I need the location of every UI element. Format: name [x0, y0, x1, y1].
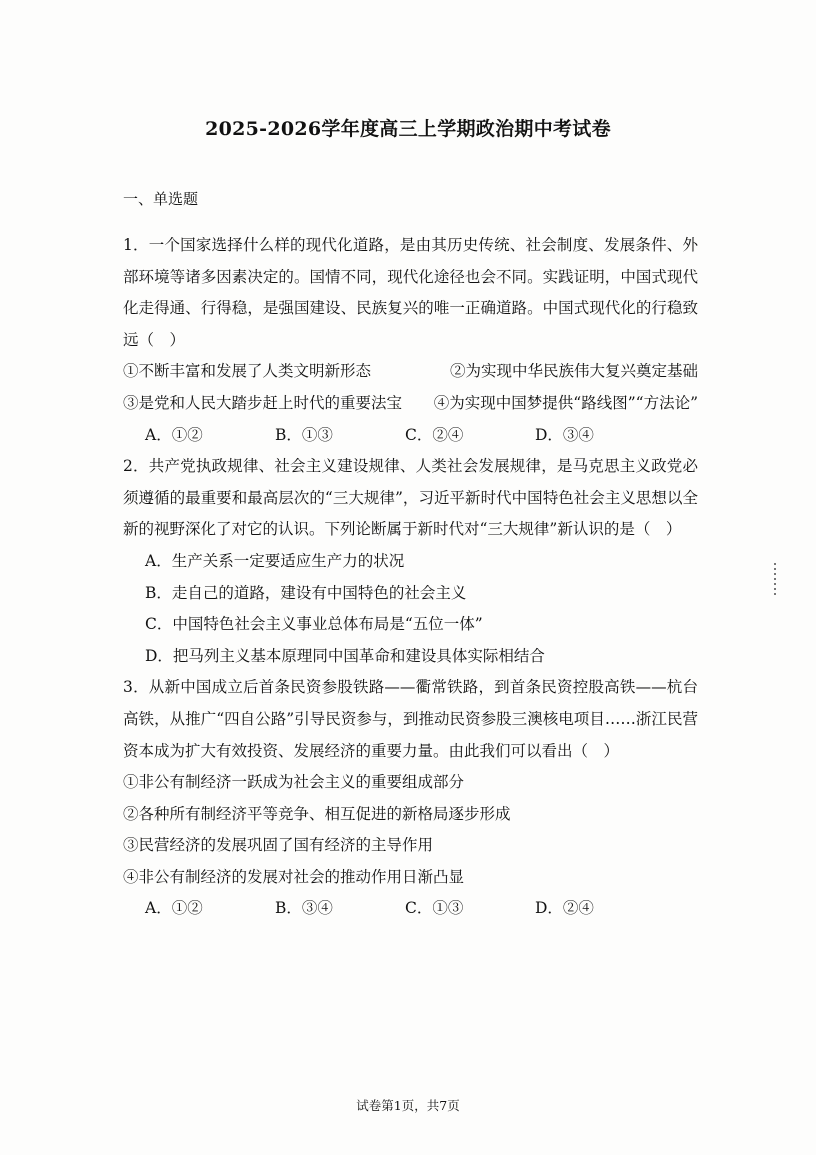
statement-row: [123, 356, 698, 388]
statement-item: ③是党和人民大踏步赶上时代的重要法宝: [123, 393, 403, 412]
statement-item: ③民营经济的发展巩固了国有经济的主导作用: [123, 836, 434, 855]
question-stem: 2．共产党执政规律、社会主义建设规律、人类社会发展规律，是马克思主义政党必须遵循的最重要和最高层次的“三大规律”，习近平新时代中国特色社会主义思想以全新的视野深化了对它的认识。下列论断属于新时代对“三大规律”新认识的是（ ）: [123, 457, 698, 539]
option-d: D．把马列主义基本原理同中国革命和建设具体实际相结合: [145, 646, 545, 665]
option-d: D．③④: [535, 425, 594, 444]
option-d: D．②④: [535, 899, 594, 918]
option-b: B．①③: [275, 425, 333, 444]
statement-item: ①非公有制经济一跃成为社会主义的重要组成部分: [123, 773, 465, 792]
question-stem: 1．一个国家选择什么样的现代化道路，是由其历史传统、社会制度、发展条件、外部环境等诸多因素决定的。国情不同，现代化途径也会不同。实践证明，中国式现代化走得通、行得稳，是强国建设、民族复兴的唯一正确道路。中国式现代化的行稳致远（ ）: [123, 236, 698, 349]
section-heading: 一、单选题: [123, 190, 199, 208]
statement-item: ④为实现中国梦提供“路线图”“方法论”: [433, 393, 698, 412]
answer-options: [123, 420, 698, 452]
question-3: [123, 672, 698, 925]
option-c: C．②④: [405, 425, 464, 444]
option-b: B．走自己的道路，建设有中国特色的社会主义: [145, 583, 467, 602]
statement-row: [123, 388, 698, 420]
question-stem: 3．从新中国成立后首条民资参股铁路——衢常铁路，到首条民资控股高铁——杭台高铁，从推广“四自公路”引导民资参与，到推动民资参股三澳核电项目……浙江民营资本成为扩大有效投资、发展经济的重要力量。由此我们可以看出（ ）: [123, 678, 698, 760]
scan-artifact: [774, 563, 776, 597]
option-c: C．中国特色社会主义事业总体布局是“五位一体”: [145, 615, 483, 634]
statement-item: ①不断丰富和发展了人类文明新形态: [123, 362, 372, 381]
exam-title: 2025-2026学年度高三上学期政治期中考试卷: [205, 118, 611, 140]
questions-area: [123, 230, 698, 925]
statement-item: ④非公有制经济的发展对社会的推动作用日渐凸显: [123, 867, 465, 886]
statement-item: ②为实现中华民族伟大复兴奠定基础: [449, 362, 698, 381]
option-a: A．生产关系一定要适应生产力的状况: [145, 551, 405, 570]
option-a: A．①②: [145, 425, 203, 444]
statement-item: ②各种所有制经济平等竞争、相互促进的新格局逐步形成: [123, 804, 511, 823]
question-2: [123, 451, 698, 672]
question-1: [123, 230, 698, 451]
option-c: C．①③: [405, 899, 464, 918]
answer-options: [123, 893, 698, 925]
option-b: B．③④: [275, 899, 333, 918]
option-a: A．①②: [145, 899, 203, 918]
page-footer: 试卷第1页，共7页: [356, 1098, 460, 1113]
